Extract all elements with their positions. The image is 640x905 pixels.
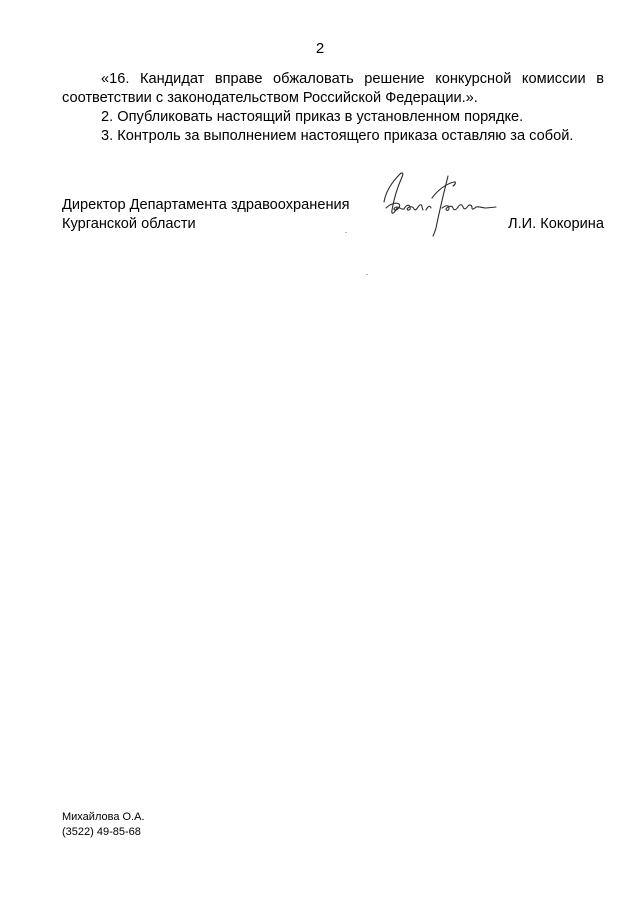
document-body	[62, 70, 604, 146]
signer-name: Л.И. Кокорина	[508, 216, 604, 232]
signature-block	[62, 196, 604, 240]
contact-info	[62, 810, 145, 840]
signer-title	[62, 196, 350, 234]
contact-person: Михайлова О.А.	[62, 811, 145, 823]
contact-phone: (3522) 49-85-68	[62, 826, 141, 838]
page-number: 2	[315, 40, 325, 57]
scan-speck-2	[366, 274, 368, 275]
handwritten-signature	[376, 168, 500, 240]
paragraph-control-order: 3. Контроль за выполнением настоящего приказа оставляю за собой.	[101, 128, 574, 144]
signer-title-line-2: Курганской области	[62, 216, 196, 232]
paragraph-publish-order: 2. Опубликовать настоящий приказ в установленном порядке.	[101, 109, 524, 125]
signer-title-line-1: Директор Департамента здравоохранения	[62, 197, 350, 213]
paragraph-clause-16: «16. Кандидат вправе обжаловать решение конкурсной комиссии в соответствии с законодательством Российской Федерации.».	[62, 71, 604, 106]
scan-speck-1	[345, 232, 347, 233]
